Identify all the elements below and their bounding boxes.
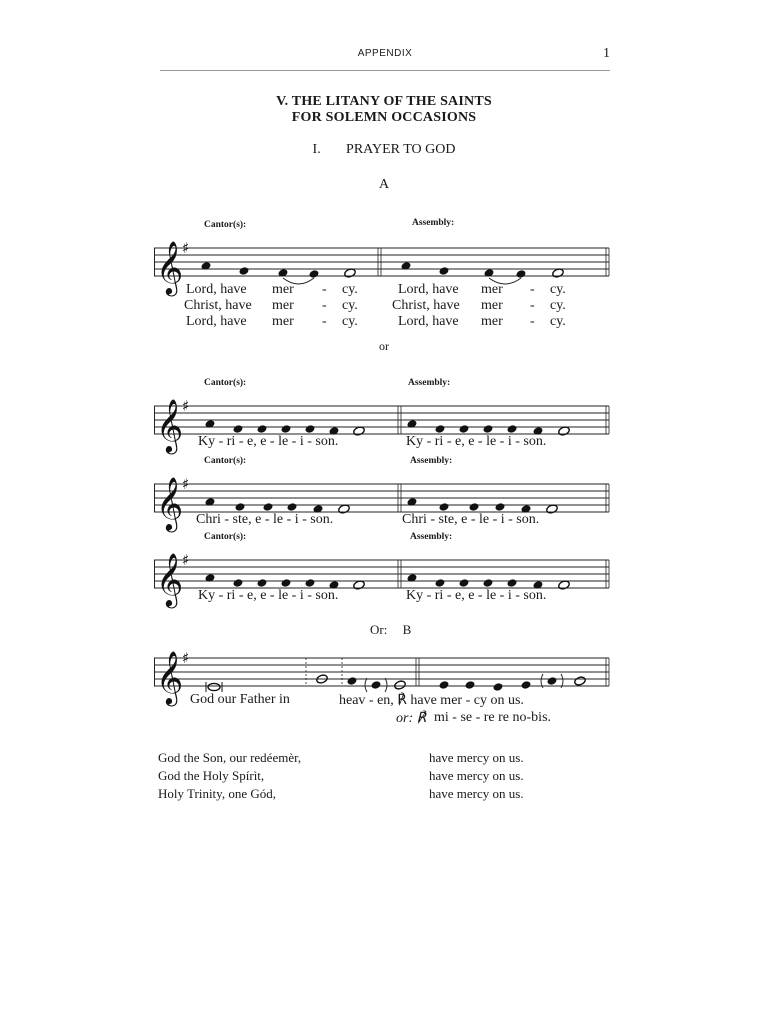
paren-left (365, 678, 367, 692)
note-head (263, 502, 274, 512)
lyric-syllable: Lord, have (398, 314, 459, 329)
sharp-icon: ♯ (182, 551, 190, 569)
sharp-icon: ♯ (182, 475, 190, 493)
note-head (483, 424, 494, 434)
note-head (439, 680, 450, 690)
lyric-hyphen: - (530, 282, 535, 297)
title-line-1: V. THE LITANY OF THE SAINTS (276, 94, 492, 109)
lyric-syllable: cy. (550, 282, 566, 297)
note-head (507, 424, 518, 434)
note-head (305, 424, 316, 434)
verse-row (158, 750, 618, 768)
page-number: 1 (603, 46, 610, 61)
cantor-label: Cantor(s): (204, 378, 247, 388)
treble-clef-icon: 𝄞 (156, 650, 184, 704)
note-head (257, 424, 268, 434)
note-head (347, 676, 358, 686)
title-line-2: FOR SOLEMN OCCASIONS (291, 110, 477, 125)
note-head (439, 266, 450, 276)
note-head (281, 578, 292, 588)
music-system-5 (154, 630, 614, 730)
lyric-hyphen: - (322, 298, 327, 313)
note-head (459, 578, 470, 588)
verse-invocation: Holy Trinity, one Gód, (158, 786, 276, 801)
lyric-syllable: mer (272, 298, 294, 313)
section-heading (0, 142, 768, 158)
sharp-icon: ♯ (182, 649, 190, 667)
note-head (257, 578, 268, 588)
note-head (507, 578, 518, 588)
lyric-assembly: Ky - ri - e, e - le - i - son. (406, 434, 547, 449)
lyric-syllable: cy. (342, 298, 358, 313)
section-number: I. (312, 142, 321, 157)
music-system-3 (154, 450, 614, 530)
lyric-cantor: Chri - ste, e - le - i - son. (196, 512, 334, 527)
note-head (233, 424, 244, 434)
treble-clef-icon: 𝄞 (156, 398, 184, 452)
header-rule (160, 70, 610, 71)
sharp-icon: ♯ (182, 397, 190, 415)
lyric-syllable: cy. (342, 314, 358, 329)
lyric-invocation: God our Father in (190, 692, 290, 707)
note-head (516, 269, 527, 279)
note-head (233, 578, 244, 588)
lyric-syllable: cy. (342, 282, 358, 297)
note-head (287, 502, 298, 512)
note-head (235, 502, 246, 512)
lyric-hyphen: - (530, 314, 535, 329)
lyric-assembly: Ky - ri - e, e - le - i - son. (406, 588, 547, 603)
lyric-syllable: Lord, have (398, 282, 459, 297)
note-head-hollow (394, 680, 407, 690)
lyric-syllable: Christ, have (184, 298, 252, 313)
note-head-hollow (574, 676, 587, 686)
verse-response: have mercy on us. (429, 750, 524, 765)
lyric-syllable: mer (481, 298, 503, 313)
assembly-label: Assembly: (408, 378, 451, 388)
breve-note (208, 683, 220, 690)
verse-invocation: God the Holy Spírìt, (158, 768, 265, 783)
assembly-label: Assembly: (410, 532, 453, 542)
verse-row (158, 786, 618, 804)
verses-list (158, 750, 618, 804)
lyric-syllable: mer (272, 282, 294, 297)
note-head (469, 502, 480, 512)
note-head (495, 502, 506, 512)
lyric-syllable: mer (481, 314, 503, 329)
note-head (309, 269, 320, 279)
lyric-alt-prefix: or: ℟ (396, 711, 427, 726)
treble-clef-icon: 𝄞 (156, 240, 184, 294)
paren-right (385, 678, 387, 692)
lyric-syllable: cy. (550, 298, 566, 313)
music-system-4 (154, 526, 614, 606)
note-head (521, 680, 532, 690)
music-system-1 (154, 214, 614, 334)
cantor-label: Cantor(s): (204, 220, 247, 230)
treble-clef-icon: 𝄞 (156, 552, 184, 606)
note-head (281, 424, 292, 434)
lyric-syllable: mer (481, 282, 503, 297)
lyric-syllable: cy. (550, 314, 566, 329)
note-head (483, 578, 494, 588)
lyric-alt-response: mi - se - re re no-bis. (434, 710, 552, 725)
note-head (435, 424, 446, 434)
verse-row (158, 768, 618, 786)
option-b-or: Or: (370, 622, 388, 637)
lyric-cantor: Ky - ri - e, e - le - i - son. (198, 588, 339, 603)
lyric-syllable: mer (272, 314, 294, 329)
lyric-line-1: Lord, have (186, 282, 247, 297)
note-head (439, 502, 450, 512)
lyric-hyphen: - (322, 314, 327, 329)
verse-response: have mercy on us. (429, 786, 524, 801)
lyric-cantor: Ky - ri - e, e - le - i - son. (198, 434, 339, 449)
assembly-label: Assembly: (410, 456, 453, 466)
note-head (371, 680, 382, 690)
note-head (239, 266, 250, 276)
page-header (160, 48, 610, 68)
lyric-hyphen: - (322, 282, 327, 297)
option-a-label: A (378, 177, 390, 192)
note-head (305, 578, 316, 588)
lyric-response: heav - en, ℟ have mer - cy on us. (339, 693, 524, 708)
cantor-label: Cantor(s): (204, 532, 247, 542)
lyric-assembly: Chri - ste, e - le - i - son. (402, 512, 540, 527)
lyric-syllable: Lord, have (186, 314, 247, 329)
option-b-letter: B (402, 622, 412, 637)
section-label: PRAYER TO GOD (346, 142, 456, 157)
note-head (493, 682, 504, 692)
treble-clef-icon: 𝄞 (156, 476, 184, 530)
assembly-label: Assembly: (412, 218, 455, 228)
sharp-icon: ♯ (182, 239, 190, 257)
lyric-syllable: Christ, have (392, 298, 460, 313)
cantor-label: Cantor(s): (204, 456, 247, 466)
verse-response: have mercy on us. (429, 768, 524, 783)
running-title: APPENDIX (357, 48, 413, 59)
note-head (547, 676, 558, 686)
lyric-hyphen: - (530, 298, 535, 313)
music-system-2 (154, 372, 614, 452)
note-head (459, 424, 470, 434)
note-head (465, 680, 476, 690)
note-head (435, 578, 446, 588)
verse-invocation: God the Son, our redéemèr, (158, 750, 302, 765)
separator-or: or (379, 339, 389, 353)
